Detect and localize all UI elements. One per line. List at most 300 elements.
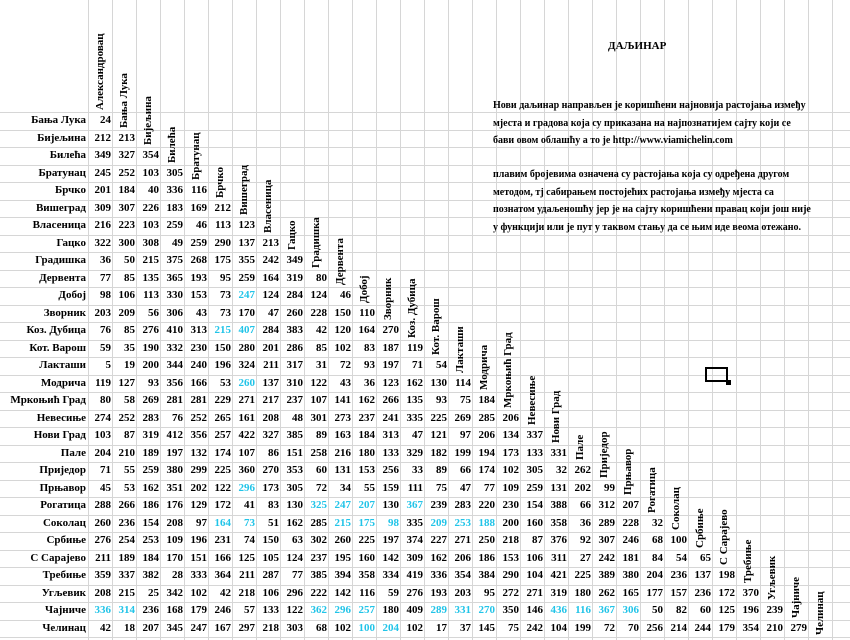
distance-cell: 271 (238, 394, 255, 406)
distance-cell: 309 (94, 201, 111, 214)
distance-cell: 80 (100, 394, 111, 406)
distance-cell: 92 (580, 534, 591, 546)
distance-cell: 260 (238, 376, 255, 389)
distance-cell: 225 (214, 464, 231, 476)
distance-cell: 162 (142, 481, 159, 494)
distance-cell: 242 (262, 254, 279, 266)
distance-cell: 63 (292, 534, 303, 546)
distance-cell: 225 (358, 534, 375, 546)
distance-cell: 229 (214, 394, 231, 406)
note-line: Нови даљинар направљен је коришћени најновија растојања између (493, 100, 806, 111)
distance-cell: 305 (166, 166, 183, 179)
distance-cell: 330 (166, 289, 183, 301)
distance-cell: 308 (142, 236, 159, 249)
distance-cell: 209 (118, 306, 135, 319)
distance-cell: 116 (359, 586, 375, 599)
note-line: мјеста и градова која су приказана на најпознатијем сајту који се (493, 117, 791, 129)
distance-cell: 102 (334, 621, 351, 634)
distance-cell: 37 (460, 621, 471, 634)
distance-cell: 73 (244, 516, 255, 529)
distance-cell: 74 (244, 534, 255, 546)
distance-cell: 150 (262, 534, 279, 546)
distance-cell: 327 (118, 149, 135, 161)
distance-cell: 153 (190, 289, 207, 301)
distance-cell: 218 (262, 621, 279, 634)
distance-cell: 356 (166, 376, 183, 389)
distance-cell: 310 (286, 376, 303, 389)
distance-cell: 133 (526, 446, 543, 459)
distance-cell: 259 (190, 236, 207, 249)
distance-cell: 58 (124, 394, 135, 406)
distance-cell: 159 (382, 481, 399, 494)
distance-cell: 270 (478, 604, 495, 616)
distance-cell: 124 (310, 289, 327, 301)
distance-cell: 212 (214, 201, 231, 214)
distance-cell: 208 (262, 411, 279, 424)
distance-cell: 186 (142, 499, 159, 511)
distance-cell: 306 (622, 604, 639, 616)
distance-cell: 130 (286, 499, 303, 511)
distance-cell: 228 (310, 306, 327, 319)
distance-cell: 104 (550, 621, 567, 634)
distance-cell: 302 (310, 534, 327, 546)
distance-cell: 137 (262, 376, 279, 389)
distance-cell: 137 (694, 569, 711, 581)
column-header: Србиње (694, 507, 706, 548)
column-header: Нови Град (550, 390, 562, 443)
distance-cell: 212 (94, 131, 111, 144)
distance-cell: 197 (382, 534, 399, 546)
distance-cell: 333 (190, 569, 207, 581)
distance-cell: 215 (214, 324, 231, 336)
distance-cell: 28 (172, 569, 183, 581)
column-header: Модрича (478, 344, 490, 390)
distance-cell: 102 (502, 464, 519, 476)
grid-column-line (832, 0, 833, 640)
distance-cell: 49 (172, 236, 183, 249)
distance-cell: 125 (238, 551, 255, 564)
distance-cell: 170 (166, 551, 183, 564)
row-header: Чајниче (45, 604, 86, 616)
distance-cell: 83 (364, 341, 375, 354)
distance-cell: 227 (430, 534, 447, 546)
distance-cell: 242 (598, 551, 615, 564)
column-header: Братунац (190, 132, 202, 180)
distance-cell: 204 (382, 621, 399, 634)
distance-cell: 184 (142, 551, 159, 564)
distance-cell: 166 (214, 551, 231, 564)
fill-handle[interactable] (726, 380, 731, 385)
distance-cell: 73 (220, 289, 231, 301)
distance-cell: 153 (358, 464, 375, 476)
distance-cell: 265 (214, 411, 231, 424)
distance-cell: 65 (700, 551, 711, 564)
distance-cell: 142 (382, 551, 399, 564)
distance-cell: 41 (244, 499, 255, 511)
distance-cell: 336 (94, 604, 111, 616)
distance-cell: 380 (166, 464, 183, 476)
distance-cell: 93 (436, 394, 447, 406)
distance-cell: 299 (190, 464, 207, 476)
distance-cell: 186 (478, 551, 495, 564)
distance-cell: 114 (455, 376, 471, 389)
distance-cell: 300 (118, 236, 135, 249)
distance-cell: 57 (244, 604, 255, 616)
distance-cell: 214 (670, 621, 687, 634)
distance-cell: 193 (190, 271, 207, 284)
distance-cell: 154 (526, 499, 543, 511)
distance-cell: 218 (238, 586, 255, 599)
distance-cell: 288 (94, 499, 111, 511)
column-header: Власеница (262, 179, 274, 233)
distance-cell: 154 (142, 516, 159, 529)
distance-cell: 164 (358, 324, 375, 336)
distance-cell: 335 (406, 516, 423, 529)
distance-cell: 151 (286, 446, 303, 459)
distance-cell: 76 (100, 324, 111, 336)
distance-cell: 290 (214, 236, 231, 249)
distance-cell: 102 (406, 621, 423, 634)
distance-cell: 93 (364, 359, 375, 371)
distance-cell: 230 (190, 341, 207, 354)
column-header: Требиње (742, 539, 754, 583)
distance-cell: 87 (124, 429, 135, 441)
column-header: Вишеград (238, 164, 250, 215)
row-header: Власеница (32, 219, 86, 231)
distance-cell: 421 (550, 569, 567, 581)
distance-cell: 89 (436, 464, 447, 476)
distance-cell: 53 (220, 376, 231, 389)
distance-cell: 48 (292, 411, 303, 424)
distance-cell: 237 (310, 551, 327, 564)
distance-cell: 336 (166, 184, 183, 196)
distance-cell: 130 (430, 376, 447, 389)
distance-cell: 215 (142, 254, 159, 266)
distance-cell: 358 (358, 569, 375, 581)
distance-cell: 327 (262, 429, 279, 441)
distance-cell: 85 (124, 324, 135, 336)
distance-cell: 260 (94, 516, 111, 529)
distance-cell: 113 (215, 219, 231, 231)
distance-cell: 123 (238, 219, 255, 231)
distance-cell: 60 (316, 464, 327, 476)
distance-cell: 5 (105, 359, 111, 371)
distance-cell: 113 (143, 289, 159, 301)
distance-cell: 237 (358, 411, 375, 424)
distance-cell: 237 (286, 394, 303, 406)
note-line: бави овом облашћу а то је http://www.viamichelin.com (493, 135, 733, 147)
distance-cell: 197 (166, 446, 183, 459)
row-header: Мркоњић Град (10, 394, 86, 406)
distance-cell: 97 (196, 516, 207, 529)
distance-cell: 257 (358, 604, 375, 616)
distance-cell: 162 (358, 394, 375, 406)
distance-cell: 370 (742, 586, 759, 599)
distance-cell: 150 (214, 341, 231, 354)
distance-cell: 80 (316, 271, 327, 284)
distance-cell: 162 (430, 551, 447, 564)
note-line: познатом удаљеношћу јер је на сајту коришћени правац који још није (493, 204, 811, 216)
distance-cell: 218 (502, 534, 519, 546)
distance-cell: 360 (238, 464, 255, 476)
row-header: Кот. Варош (29, 341, 86, 354)
distance-cell: 196 (742, 604, 759, 616)
distance-cell: 71 (412, 359, 423, 371)
distance-cell: 250 (478, 534, 495, 546)
distance-cell: 260 (334, 534, 351, 546)
distance-cell: 190 (142, 341, 159, 354)
distance-cell: 174 (214, 446, 231, 459)
distance-cell: 55 (124, 464, 135, 476)
distance-cell: 247 (190, 621, 207, 634)
grid-column-line (736, 0, 737, 640)
distance-cell: 306 (166, 306, 183, 319)
distance-cell: 102 (190, 586, 207, 599)
distance-cell: 109 (166, 534, 183, 546)
distance-cell: 150 (334, 306, 351, 319)
distance-cell: 86 (268, 446, 279, 459)
distance-cell: 46 (340, 289, 351, 301)
distance-cell: 106 (262, 586, 279, 599)
distance-cell: 259 (166, 219, 183, 231)
distance-cell: 174 (478, 464, 495, 476)
distance-cell: 83 (268, 499, 279, 511)
distance-cell: 160 (526, 516, 543, 529)
distance-cell: 272 (502, 586, 519, 599)
distance-cell: 225 (430, 411, 447, 424)
column-header: Градишка (310, 216, 322, 268)
distance-cell: 119 (95, 376, 111, 389)
distance-cell: 179 (190, 604, 207, 616)
distance-cell: 129 (190, 499, 207, 511)
row-header: Модрича (40, 376, 86, 389)
column-header: Мркоњић Град (502, 331, 514, 408)
distance-cell: 177 (646, 586, 663, 599)
distance-cell: 175 (214, 254, 231, 266)
distance-cell: 231 (214, 534, 231, 546)
distance-cell: 123 (382, 376, 399, 389)
column-header: Челинац (814, 591, 826, 635)
distance-cell: 276 (94, 534, 111, 546)
distance-cell: 334 (382, 569, 399, 581)
row-header: Требиње (42, 569, 86, 581)
distance-cell: 410 (166, 324, 183, 336)
distance-cell: 116 (575, 604, 591, 616)
distance-cell: 305 (526, 464, 543, 476)
distance-cell: 259 (238, 271, 255, 284)
distance-cell: 116 (191, 184, 207, 196)
distance-cell: 168 (166, 604, 183, 616)
row-header: Брчко (54, 184, 86, 196)
distance-cell: 241 (382, 411, 399, 424)
distance-cell: 344 (166, 359, 183, 371)
distance-cell: 358 (550, 516, 567, 529)
column-header: Александровац (94, 33, 106, 110)
distance-cell: 59 (388, 586, 399, 599)
column-header: Угљевик (766, 555, 778, 600)
distance-cell: 207 (622, 499, 639, 511)
column-header: Рогатица (646, 466, 658, 513)
distance-cell: 349 (94, 149, 111, 161)
distance-cell: 199 (574, 621, 591, 634)
distance-cell: 319 (550, 586, 567, 599)
distance-cell: 365 (166, 271, 183, 284)
distance-cell: 225 (574, 569, 591, 581)
distance-cell: 165 (622, 586, 639, 599)
distance-cell: 228 (622, 516, 639, 529)
distance-cell: 259 (526, 481, 543, 494)
distance-cell: 220 (478, 499, 495, 511)
distance-cell: 135 (406, 394, 423, 406)
column-header: Зворник (382, 277, 394, 320)
distance-cell: 281 (166, 394, 183, 406)
distance-cell: 297 (238, 621, 255, 634)
distance-cell: 82 (676, 604, 687, 616)
distance-cell: 59 (100, 341, 111, 354)
distance-cell: 276 (142, 324, 159, 336)
distance-cell: 317 (286, 359, 303, 371)
distance-cell: 181 (622, 551, 639, 564)
distance-cell: 17 (436, 621, 447, 634)
distance-cell: 56 (148, 306, 159, 319)
distance-cell: 70 (628, 621, 639, 634)
row-header: Невесиње (36, 411, 86, 424)
distance-cell: 245 (94, 166, 111, 179)
distance-cell: 109 (502, 481, 519, 494)
distance-cell: 119 (407, 341, 423, 354)
distance-cell: 47 (460, 481, 471, 494)
distance-cell: 375 (166, 254, 183, 266)
distance-cell: 176 (166, 499, 183, 511)
distance-cell: 331 (550, 446, 567, 459)
distance-cell: 215 (334, 516, 351, 529)
distance-cell: 98 (388, 516, 399, 529)
distance-cell: 260 (286, 306, 303, 319)
distance-cell: 384 (478, 569, 495, 581)
distance-cell: 226 (142, 201, 159, 214)
distance-cell: 394 (334, 569, 351, 581)
distance-cell: 287 (262, 569, 279, 581)
distance-cell: 160 (358, 551, 375, 564)
distance-cell: 247 (238, 289, 255, 301)
distance-cell: 32 (556, 464, 567, 476)
distance-cell: 319 (142, 429, 159, 441)
distance-cell: 133 (382, 446, 399, 459)
column-header: Бијељина (142, 96, 154, 145)
distance-cell: 36 (364, 376, 375, 389)
distance-cell: 201 (262, 341, 279, 354)
distance-cell: 55 (364, 481, 375, 494)
distance-cell: 66 (460, 464, 471, 476)
distance-cell: 204 (646, 569, 663, 581)
distance-cell: 134 (502, 429, 519, 441)
distance-cell: 331 (454, 604, 471, 616)
distance-cell: 351 (166, 481, 183, 494)
distance-cell: 195 (334, 551, 351, 564)
distance-cell: 189 (142, 446, 159, 459)
distance-cell: 284 (262, 324, 279, 336)
distance-cell: 216 (94, 219, 111, 231)
distance-cell: 85 (316, 341, 327, 354)
distance-cell: 337 (118, 569, 135, 581)
distance-cell: 100 (670, 534, 687, 546)
column-header: Коз. Дубица (406, 278, 418, 338)
distance-cell: 95 (220, 271, 231, 284)
distance-cell: 141 (334, 394, 351, 406)
distance-cell: 32 (652, 516, 663, 529)
distance-cell: 66 (580, 499, 591, 511)
distance-cell: 166 (190, 376, 207, 389)
distance-cell: 242 (526, 621, 543, 634)
distance-cell: 196 (214, 359, 231, 371)
column-header: Пале (574, 434, 586, 460)
distance-cell: 199 (454, 446, 471, 459)
distance-cell: 283 (454, 499, 471, 511)
distance-cell: 110 (359, 306, 375, 319)
distance-cell: 246 (214, 604, 231, 616)
distance-cell: 284 (286, 289, 303, 301)
row-header: Билећа (49, 149, 86, 161)
distance-cell: 223 (118, 219, 135, 231)
column-header: Лакташи (454, 325, 466, 373)
distance-cell: 104 (526, 569, 543, 581)
distance-cell: 157 (670, 586, 687, 599)
distance-cell: 355 (238, 254, 255, 266)
row-header: Братунац (38, 166, 86, 179)
distance-cell: 35 (124, 341, 135, 354)
distance-cell: 247 (334, 499, 351, 511)
distance-cell: 42 (220, 586, 231, 599)
grid-column-line (688, 0, 689, 640)
distance-cell: 206 (502, 411, 519, 424)
selected-cell[interactable] (705, 367, 728, 382)
distance-cell: 42 (100, 621, 111, 634)
distance-cell: 209 (430, 516, 447, 529)
distance-cell: 162 (286, 516, 303, 529)
distance-cell: 184 (358, 429, 375, 441)
row-header: Приједор (39, 464, 86, 476)
distance-cell: 197 (382, 359, 399, 371)
distance-cell: 72 (340, 359, 351, 371)
distance-cell: 324 (238, 359, 255, 371)
distance-cell: 274 (94, 411, 111, 424)
distance-cell: 239 (766, 604, 783, 616)
distance-cell: 175 (358, 516, 375, 529)
distance-cell: 27 (580, 551, 591, 564)
distance-cell: 325 (310, 499, 327, 511)
distance-cell: 285 (310, 516, 327, 529)
distance-cell: 419 (406, 569, 423, 581)
row-header: Челинац (42, 621, 86, 634)
distance-cell: 179 (718, 621, 735, 634)
distance-cell: 253 (454, 516, 471, 529)
distance-cell: 239 (430, 499, 447, 511)
distance-cell: 206 (478, 429, 495, 441)
distance-cell: 77 (292, 569, 303, 581)
distance-cell: 122 (214, 481, 231, 494)
distance-cell: 257 (214, 429, 231, 441)
distance-cell: 208 (94, 586, 111, 599)
distance-cell: 335 (406, 411, 423, 424)
distance-cell: 167 (214, 621, 231, 634)
distance-cell: 102 (334, 341, 351, 354)
distance-cell: 43 (340, 376, 351, 389)
distance-cell: 303 (286, 621, 303, 634)
distance-cell: 31 (316, 359, 327, 371)
distance-cell: 120 (334, 324, 351, 336)
distance-cell: 202 (574, 481, 591, 494)
distance-cell: 322 (94, 236, 111, 249)
